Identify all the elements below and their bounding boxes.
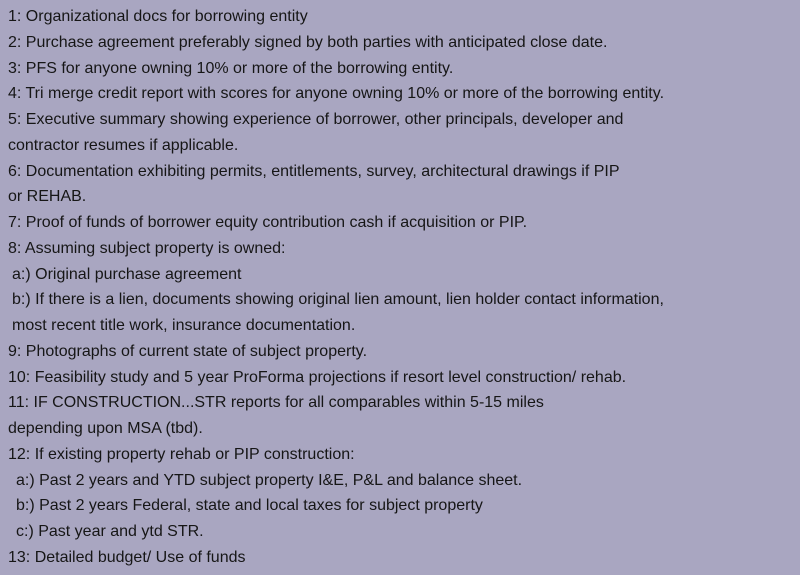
checklist-line: b:) Past 2 years Federal, state and local taxes for subject property bbox=[16, 497, 483, 515]
checklist-line: a:) Original purchase agreement bbox=[12, 265, 242, 283]
checklist-line: 6: Documentation exhibiting permits, entitlements, survey, architectural drawings if PIP bbox=[8, 162, 620, 180]
checklist-line: 9: Photographs of current state of subject property. bbox=[8, 342, 368, 360]
checklist-line: c:) Past year and ytd STR. bbox=[16, 523, 204, 540]
document-checklist bbox=[0, 4, 800, 571]
checklist-line: depending upon MSA (tbd). bbox=[8, 420, 203, 437]
checklist-line: 12: If existing property rehab or PIP construction: bbox=[8, 445, 355, 463]
checklist-line: 8: Assuming subject property is owned: bbox=[8, 239, 286, 257]
checklist-line: 2: Purchase agreement preferably signed by both parties with anticipated close date. bbox=[8, 33, 608, 51]
checklist-line: contractor resumes if applicable. bbox=[8, 136, 239, 154]
checklist-line: 13: Detailed budget/ Use of funds bbox=[8, 548, 246, 566]
checklist-line: b:) If there is a lien, documents showing original lien amount, lien holder contact information, bbox=[12, 291, 664, 309]
checklist-line: 11: IF CONSTRUCTION...STR reports for all comparables within 5-15 miles bbox=[8, 394, 544, 412]
checklist-line: or REHAB. bbox=[8, 188, 87, 206]
checklist-line: 4: Tri merge credit report with scores for anyone owning 10% or more of the borrowing entity. bbox=[8, 85, 665, 103]
checklist-line: 3: PFS for anyone owning 10% or more of the borrowing entity. bbox=[8, 59, 454, 77]
checklist-line: 10: Feasibility study and 5 year ProForma projections if resort level construction/ rehab. bbox=[8, 368, 627, 386]
checklist-line: 1: Organizational docs for borrowing entity bbox=[8, 8, 308, 25]
checklist-line: a:) Past 2 years and YTD subject property I&E, P&L and balance sheet. bbox=[16, 471, 523, 489]
checklist-line: most recent title work, insurance documentation. bbox=[12, 317, 356, 334]
checklist-line: 7: Proof of funds of borrower equity contribution cash if acquisition or PIP. bbox=[8, 214, 528, 231]
checklist-line: 5: Executive summary showing experience of borrower, other principals, developer and bbox=[8, 111, 624, 128]
